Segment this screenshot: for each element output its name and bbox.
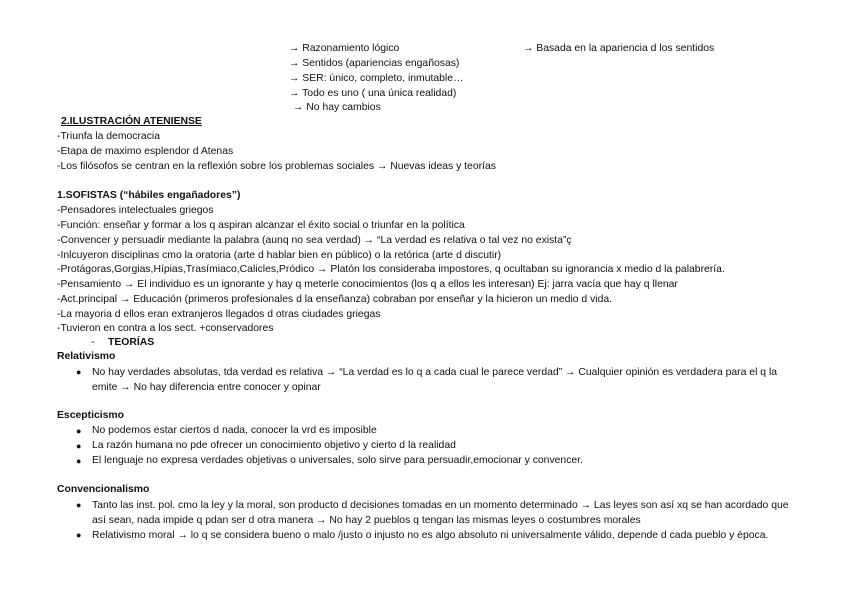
subheading-escepticismo: Escepticismo <box>57 410 124 421</box>
text-line: -Triunfa la democracia <box>57 131 160 142</box>
bullet-icon: ● <box>76 530 82 540</box>
text-line: -Etapa de maximo esplendor d Atenas <box>57 146 234 157</box>
bullet-icon: ● <box>76 500 82 510</box>
text-line: -Pensadores intelectuales griegos <box>57 205 214 216</box>
list-item: El lenguaje no expresa verdades objetivas o universales, solo sirve para persuadir,emocionar y convencer. <box>92 455 583 466</box>
list-item: La razón humana no pde ofrecer un conocimiento objetivo y cierto d la realidad <box>92 440 456 451</box>
arrow-line-apariencia: → Basada en la apariencia d los sentidos <box>523 43 715 54</box>
bullet-icon: ● <box>76 456 82 466</box>
list-item: No hay verdades absolutas, tda verdad es relativa → “La verdad es lo q a cada cual le parece verdad” → Cualquier opinión es verdadera para el q la emite → No hay diferencia entre conocer y opinar <box>92 367 778 393</box>
bullet-icon: ● <box>76 426 82 436</box>
arrow-line-razonamiento: → Razonamiento lógico <box>289 43 400 54</box>
text-line: -La mayoria d ellos eran extranjeros llegados d otras ciudades griegas <box>57 309 381 320</box>
text-line: -Función: enseñar y formar a los q aspiran alcanzar el éxito social o triunfar en la política <box>57 220 465 231</box>
list-item: Relativismo moral → lo q se considera bueno o malo /justo o injusto no es algo absoluto ni universalmente válido, depende d cada pueblo y época. <box>92 530 769 541</box>
text-line: -Los filósofos se centran en la reflexión sobre los problemas sociales → Nuevas ideas y teorías <box>57 161 496 172</box>
text-line: -Inlcuyeron disciplinas cmo la oratoria (arte d hablar bien en público) o la retórica (arte d discutir) <box>57 250 502 261</box>
list-item: Tanto las inst. pol. cmo la ley y la moral, son producto d decisiones tomadas en un momento determinado → Las leyes son así xq se han acordado que así sean, nada impide q pdan ser d otra manera → No hay 2 pueblos q tengan las mismas leyes o costumbres morales <box>92 500 789 526</box>
subheading-teorias: TEORÍAS <box>108 337 155 348</box>
arrow-line-ser: → SER: único, completo, inmutable… <box>289 73 464 84</box>
text-line: -Tuvieron en contra a los sect. +conservadores <box>57 323 274 334</box>
text-line: -Protágoras,Gorgias,Hípias,Trasímiaco,Calicles,Pródico → Platón los consideraba impostores, q ocultaban su ignorancia x medio d la palabrería. <box>57 264 725 275</box>
section-heading-sofistas: 1.SOFISTAS (“hábiles engañadores”) <box>57 190 241 201</box>
text-line: -Act.principal → Educación (primeros profesionales d la enseñanza) cobraban por enseñar y la hicieron un medio d vida. <box>57 294 613 305</box>
arrow-line-sentidos: → Sentidos (apariencias engañosas) <box>289 58 460 69</box>
bullet-icon: ● <box>76 367 82 377</box>
section-heading-ilustracion: 2.ILUSTRACIÓN ATENIENSE <box>61 116 202 127</box>
bullet-icon: ● <box>76 441 82 451</box>
list-item: No podemos estar ciertos d nada, conocer la vrd es imposible <box>92 425 377 436</box>
subheading-relativismo: Relativismo <box>57 351 116 362</box>
text-line: -Convencer y persuadir mediante la palabra (aunq no sea verdad) → “La verdad es relativa o tal vez no exista”ç <box>57 235 572 246</box>
list-dash: - <box>91 337 95 348</box>
subheading-convencionalismo: Convencionalismo <box>57 484 150 495</box>
arrow-line-no-cambios: → No hay cambios <box>293 102 381 113</box>
text-line: -Pensamiento → El individuo es un ignorante y hay q meterle conocimientos (los q a ellos les interesan) Ej: jarra vacía que hay q llenar <box>57 279 678 290</box>
arrow-line-todo-uno: → Todo es uno ( una única realidad) <box>289 88 457 99</box>
